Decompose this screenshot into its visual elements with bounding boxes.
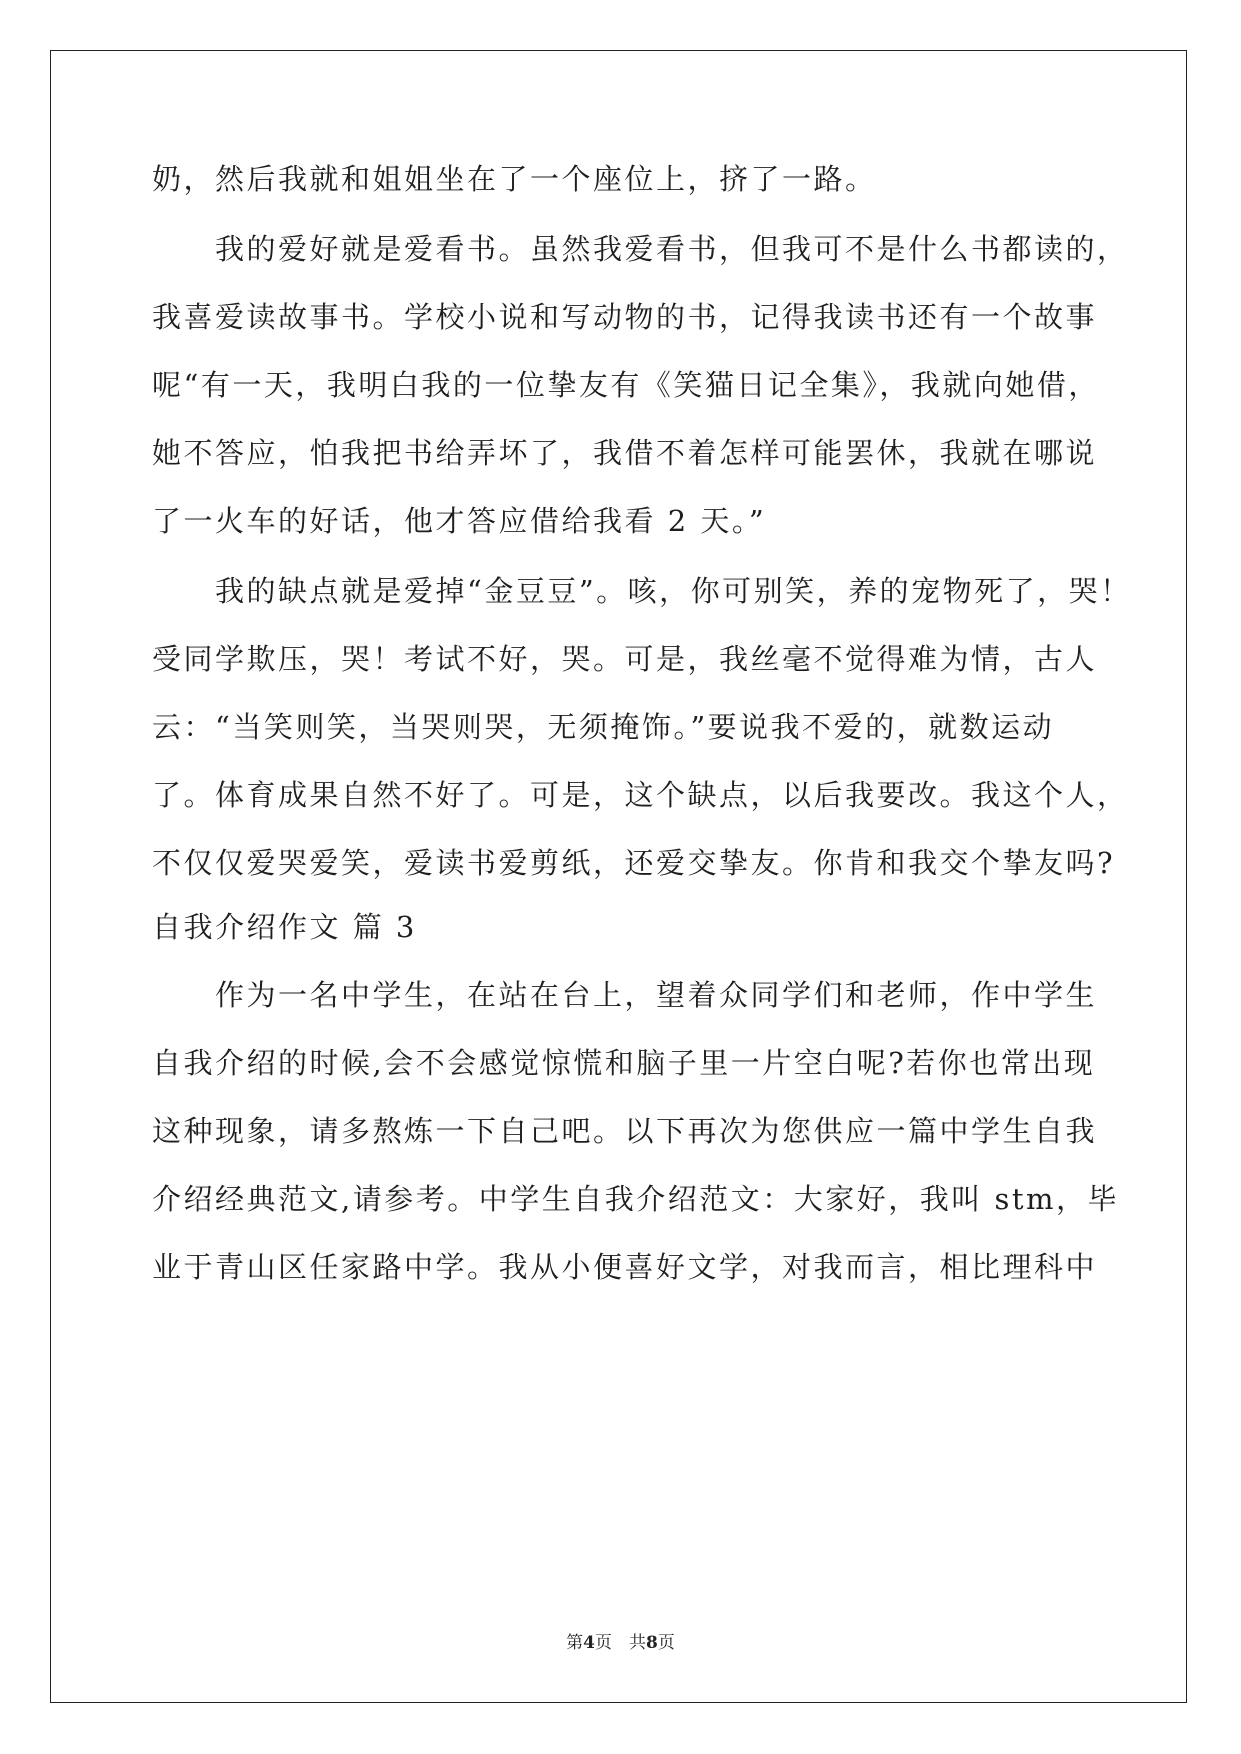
page-footer xyxy=(0,1628,1241,1653)
text-line: 了。体育成果自然不好了。可是，这个缺点，以后我要改。我这个人， xyxy=(152,778,1129,812)
text-line: 她不答应，怕我把书给弄坏了，我借不着怎样可能罢休，我就在哪说 xyxy=(152,436,1098,470)
text-line: 奶，然后我就和姐姐坐在了一个座位上，挤了一路。 xyxy=(152,162,877,196)
text-line: 云：“当笑则笑，当哭则哭，无须掩饰。”要说我不爱的，就数运动 xyxy=(152,710,1055,744)
text-line: 不仅仅爱哭爱笑，爱读书爱剪纸，还爱交挚友。你肯和我交个挚友吗? xyxy=(152,846,1116,880)
footer-suffix: 页 xyxy=(657,1633,675,1653)
text-line: 我的缺点就是爱掉“金豆豆”。咳，你可别笑，养的宠物死了，哭！ xyxy=(152,574,1132,608)
section-heading: 自我介绍作文 篇 3 xyxy=(152,910,417,944)
text-line: 业于青山区任家路中学。我从小便喜好文学，对我而言，相比理科中 xyxy=(152,1250,1098,1284)
text-line: 呢“有一天，我明白我的一位挚友有《笑猫日记全集》，我就向她借， xyxy=(152,368,1100,402)
text-line: 我的爱好就是爱看书。虽然我爱看书，但我可不是什么书都读的， xyxy=(152,232,1129,266)
footer-prefix: 第 xyxy=(566,1633,584,1653)
text-line: 这种现象，请多熬炼一下自己吧。以下再次为您供应一篇中学生自我 xyxy=(152,1114,1098,1148)
text-line: 受同学欺压，哭！考试不好，哭。可是，我丝毫不觉得难为情，古人 xyxy=(152,642,1098,676)
text-line: 介绍经典范文,请参考。中学生自我介绍范文：大家好，我叫 stm，毕 xyxy=(152,1182,1119,1216)
text-line: 了一火车的好话，他才答应借给我看 2 天。” xyxy=(152,504,767,538)
text-line: 自我介绍的时候,会不会感觉惊慌和脑子里一片空白呢?若你也常出现 xyxy=(152,1046,1096,1080)
text-line: 作为一名中学生，在站在台上，望着众同学们和老师，作中学生 xyxy=(152,978,1098,1012)
text-line: 我喜爱读故事书。学校小说和写动物的书，记得我读书还有一个故事 xyxy=(152,300,1098,334)
current-page-number: 4 xyxy=(583,1633,595,1653)
footer-mid: 页 共 xyxy=(595,1633,646,1653)
total-page-number: 8 xyxy=(646,1633,658,1653)
